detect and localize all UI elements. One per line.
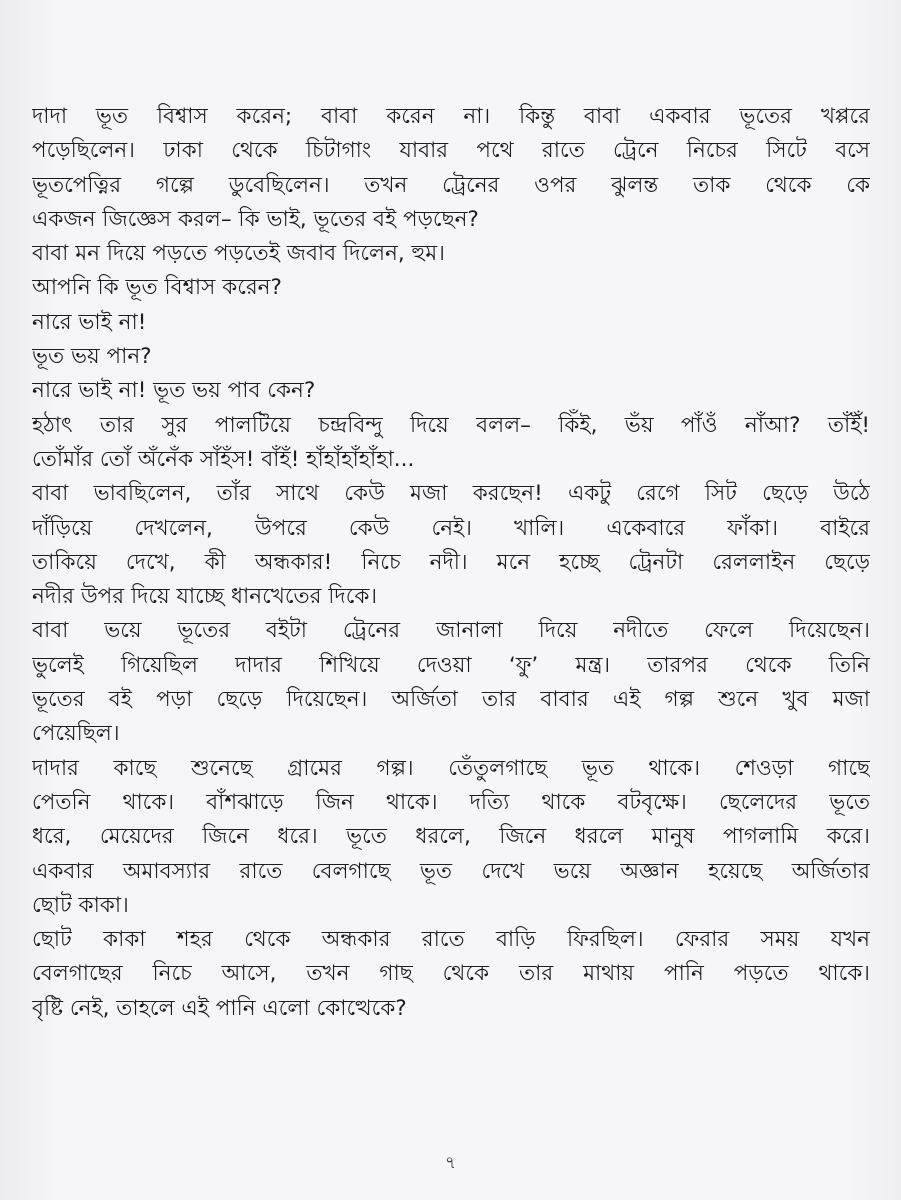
text-line: নারে ভাই না! ভূত ভয় পাব কেন? <box>32 378 316 404</box>
text-line: দাদার কাছে শুনেছে গ্রামের গল্প। তেঁতুলগাছে ভূত থাকে। শেওড়া গাছে <box>32 755 870 781</box>
text-line: ভূত ভয় পান? <box>32 344 152 370</box>
text-line: ভুলেই গিয়েছিল দাদার শিখিয়ে দেওয়া ‘ফু’ মন্ত্র। তারপর থেকে তিনি <box>32 652 870 678</box>
text-line: ছোট কাকা। <box>32 892 129 918</box>
text-line: বেলগাছের নিচে আসে, তখন গাছ থেকে তার মাথায় পানি পড়তে থাকে। <box>32 961 870 987</box>
text-line: একজন জিজ্ঞেস করল– কি ভাই, ভূতের বই পড়ছেন? <box>32 206 479 232</box>
body-text <box>32 100 870 1026</box>
text-line: নারে ভাই না! <box>32 309 147 335</box>
text-line: একবার অমাবস্যার রাতে বেলগাছে ভূত দেখে ভয়ে অজ্ঞান হয়েছে অর্জিতার <box>32 858 870 884</box>
text-line: তাকিয়ে দেখে, কী অন্ধকার! নিচে নদী। মনে হচ্ছে ট্রেনটা রেললাইন ছেড়ে <box>32 549 870 575</box>
text-line: পেয়েছিল। <box>32 721 120 747</box>
text-line: দাদা ভূত বিশ্বাস করেন; বাবা করেন না। কিন্তু বাবা একবার ভূতের খপ্পরে <box>32 104 870 129</box>
text-line: ছোট কাকা শহর থেকে অন্ধকার রাতে বাড়ি ফিরছিল। ফেরার সময় যখন <box>32 927 870 953</box>
text-line: পেতনি থাকে। বাঁশঝাড়ে জিন থাকে। দত্যি থাকে বটবৃক্ষে। ছেলেদের ভূতে <box>32 789 870 815</box>
text-line: তোঁমাঁর তোঁ অঁনেঁক সাঁহঁস! বাঁহঁ! হাঁহাঁহাঁহাঁহা... <box>32 446 415 472</box>
text-line: নদীর উপর দিয়ে যাচ্ছে ধানখেতের দিকে। <box>32 584 378 610</box>
text-line: বৃষ্টি নেই, তাহলে এই পানি এলো কোত্থেকে? <box>32 995 407 1021</box>
page-number: ৭ <box>444 1153 457 1173</box>
text-line: পড়েছিলেন। ঢাকা থেকে চিটাগাং যাবার পথে রাতে ট্রেনে নিচের সিটে বসে <box>32 138 870 164</box>
text-line: বাবা ভাবছিলেন, তাঁর সাথে কেউ মজা করছেন! একটু রেগে সিট ছেড়ে উঠে <box>32 481 870 507</box>
text-line: দাঁড়িয়ে দেখলেন, উপরে কেউ নেই। খালি। একেবারে ফাঁকা। বাইরে <box>32 515 870 541</box>
text-line: আপনি কি ভূত বিশ্বাস করেন? <box>32 275 282 301</box>
text-line: বাবা মন দিয়ে পড়তে পড়তেই জবাব দিলেন, হুম। <box>32 241 445 267</box>
text-line: বাবা ভয়ে ভূতের বইটা ট্রেনের জানালা দিয়ে নদীতে ফেলে দিয়েছেন। <box>32 618 870 644</box>
text-line: ধরে, মেয়েদের জিনে ধরে। ভূতে ধরলে, জিনে ধরলে মানুষ পাগলামি করে। <box>32 824 870 850</box>
text-line: ভূতপেত্নির গল্পে ডুবেছিলেন। তখন ট্রেনের ওপর ঝুলন্ত তাক থেকে কে <box>32 172 870 198</box>
text-line: ভূতের বই পড়া ছেড়ে দিয়েছেন। অর্জিতা তার বাবার এই গল্প শুনে খুব মজা <box>32 687 870 713</box>
text-line: হঠাৎ তার সুর পালটিয়ে চন্দ্রবিন্দু দিয়ে বলল– কিঁই, ভঁয় পাঁওঁ নাঁআ? তাঁইঁ! <box>32 412 870 438</box>
